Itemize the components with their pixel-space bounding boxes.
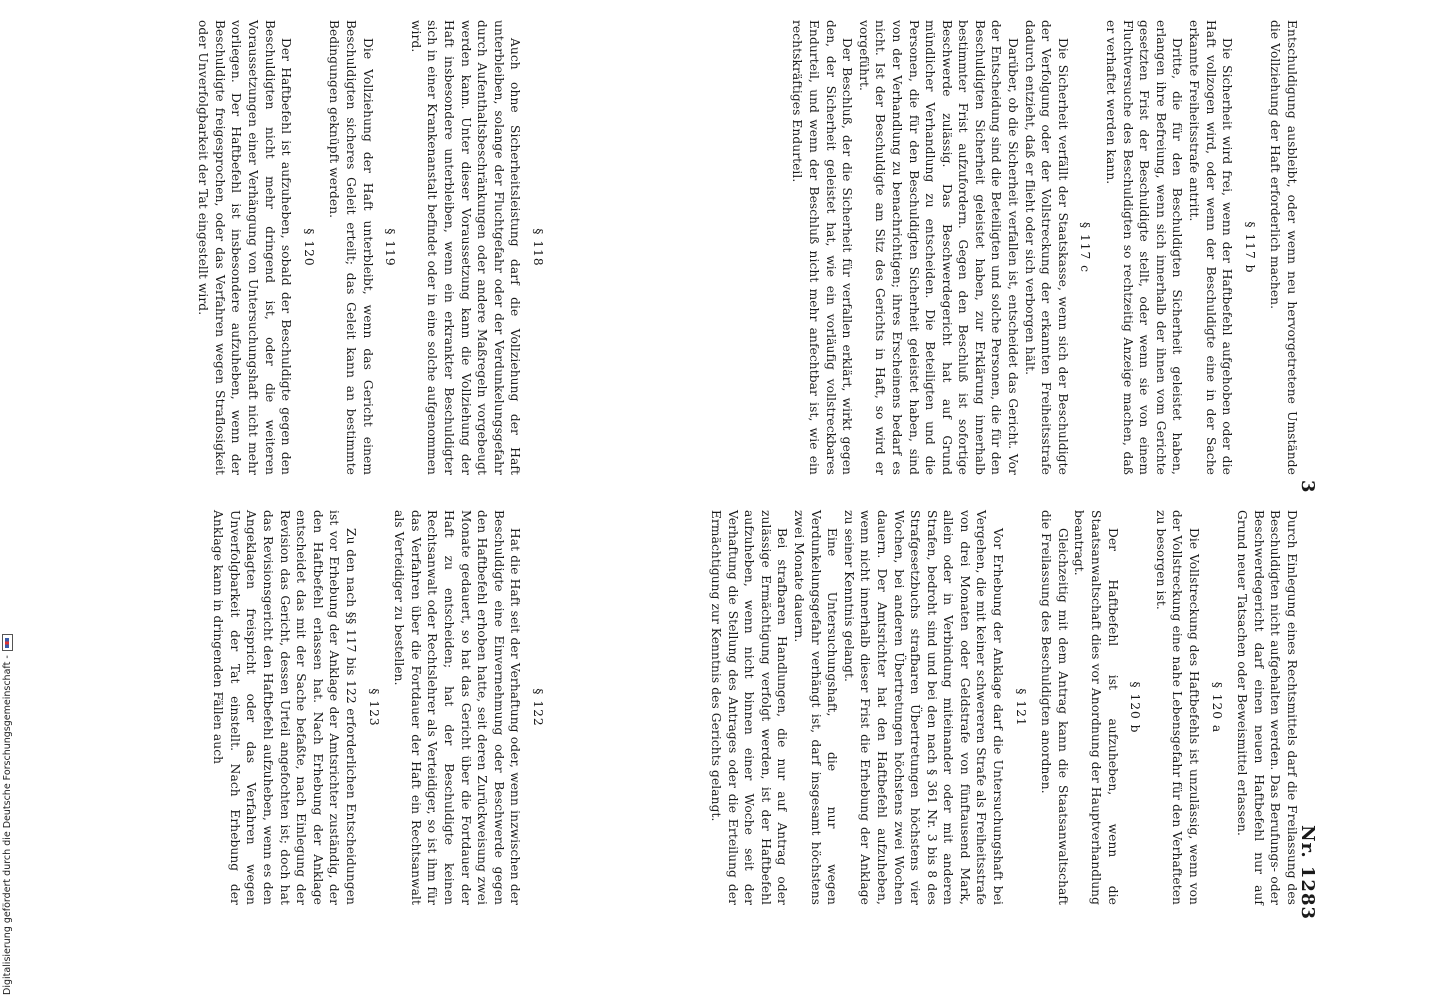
- paragraph: Zu den nach §§ 117 bis 122 erforderlichen Entscheidungen ist vor Erhebung der Anklage der Amtsrichter zuständig, der den Haftbefehl erlassen hat. Nach Erhebung der Anklage entscheidet das mit der Sache befaßte, nach Einlegung der Revision das Gericht, dessen Urteil angefochten ist; doch hat das Revisionsgericht den Haftbefehl aufzuheben, wenn es den Angeklagten freispricht oder das Verfahren wegen Unverfolgbarkeit der Tat einstellt. Nach Erhebung der Anklage kann in dringenden Fällen auch: [211, 510, 359, 905]
- paragraph: Darüber, ob die Sicherheit verfallen ist, entscheidet das Gericht. Vor der Entscheidung sind die Beteiligten und solche Personen, die für den Beschuldigten Sicherheit geleistet haben, zur Erklärung innerhalb bestimmter Frist aufzufordern. Gegen den Beschluß ist sofortige Beschwerde zulässig. Das Beschwerdegericht hat auf Grund mündlicher Verhandlung zu entscheiden. Die Beteiligten und die Personen, die für den Beschuldigten Sicherheit geleistet haben, sind von der Verhandlung zu benachrichtigen; ihres Erscheinens bedarf es nicht. Ist der Beschuldigte am Sitz des Gerichts in Haft, so wird er vorgeführt.: [856, 20, 1021, 475]
- section-heading: § 121: [1013, 688, 1028, 727]
- credit-text: Digitalisierung gefördert durch die Deutsche Forschungsgemeinschaft -: [2, 655, 13, 995]
- section-heading: § 120: [301, 228, 316, 267]
- dfg-logo-icon: [2, 634, 13, 651]
- column-bottom-right: [125, 20, 555, 475]
- paragraph: Die Sicherheit verfällt der Staatskasse, wenn sich der Beschuldigte der Verfolgung oder der Vollstreckung der erkannten Freiheitsstrafe dadurch entzieht, daß er flieht oder sich verborgen hält.: [1022, 20, 1070, 475]
- page-number: 3: [1297, 480, 1318, 493]
- column-top-right: [540, 20, 1300, 475]
- paragraph: Der Beschluß, der die Sicherheit für verfallen erklärt, wirkt gegen den, der Sicherheit geleistet hat, wie ein vorläufig vollstreckbares Endurteil, und wenn der Beschluß nicht mehr anfechtbar ist, wie ein rechtskräftiges Endurteil.: [790, 20, 855, 475]
- paragraph: Die Vollstreckung des Haftbefehls ist unzulässig, wenn von der Vollstreckung eine nahe Lebensgefahr für den Verhafteten zu besorgen ist.: [1153, 510, 1202, 905]
- column-top-left: [550, 510, 1300, 905]
- section-heading: § 118: [531, 228, 545, 267]
- paragraph: Entschuldigung ausbleibt, oder wenn neu hervorgetretene Umstände die Vollziehung der Haft erforderlich machen.: [1268, 20, 1299, 475]
- paragraph: Auch ohne Sicherheitsleistung darf die Vollziehung der Haft unterbleiben, solange der Fluchtgefahr oder der Verdunkelungsgefahr durch Aufenthaltsbeschränkungen oder andere Maßregeln vorgebeugt werden kann. Unter dieser Voraussetzung kann die Vollziehung der Haft insbesondere unterbleiben, wenn ein erkrankter Beschuldigter sich in einer Krankenanstalt befindet oder in eine solche aufgenommen wird.: [408, 20, 523, 475]
- digitization-credit: [2, 634, 13, 995]
- paragraph: Eine Untersuchungshaft, die nur wegen Verdunkelungsgefahr verhängt ist, darf insgesamt höchstens zwei Monate dauern.: [791, 510, 840, 905]
- column-bottom-left: [125, 510, 555, 905]
- paragraph: Der Haftbefehl ist aufzuheben, sobald der Beschuldigte gegen den Beschuldigten nicht mehr dringend ist, oder die weiteren Voraussetzungen einer Verhängung von Untersuchungshaft nicht mehr vorliegen. Der Haftbefehl ist insbesondere aufzuheben, wenn der Beschuldigte freigesprochen, oder das Verfahren wegen Straflosigkeit oder Unverfolgbarkeit der Tat eingestellt wird.: [196, 20, 294, 475]
- paragraph: Hat die Haft seit der Verhaftung oder, wenn inzwischen der Beschuldigte eine Einvernehmung oder Beschwerde gegen den Haftbefehl erhoben hatte, seit deren Zurückweisung zwei Monate gedauert, so hat das Gericht über die Fortdauer der Haft zu entscheiden; hat der Beschuldigte keinen Rechtsanwalt oder Rechtslehrer als Verteidiger, so ist ihm für das Verfahren über die Fortdauer der Haft ein Rechtsanwalt als Verteidiger zu bestellen.: [392, 510, 523, 905]
- section-heading: § 120 a: [1209, 681, 1224, 734]
- section-heading: § 120 b: [1128, 681, 1143, 734]
- paragraph: Durch Einlegung eines Rechtsmittels darf die Freilassung des Beschuldigten nicht aufgehalten werden. Das Berufungs- oder Beschwerdegericht darf einen neuen Haftbefehl nur auf Grund neuer Tatsachen oder Beweismittel erlassen.: [1235, 510, 1299, 905]
- paragraph: Die Vollziehung der Haft unterbleibt, wenn das Gericht einem Beschuldigten sicheres Geleit erteilt; das Geleit kann an bestimmte Bedingungen geknüpft werden.: [327, 20, 375, 475]
- paragraph: Der Haftbefehl ist aufzuheben, wenn die Staatsanwaltschaft dies vor Anordnung der Hauptverhandlung beantragt.: [1072, 510, 1120, 905]
- section-heading: § 122: [531, 688, 545, 727]
- section-heading: § 117 b: [1242, 221, 1257, 274]
- paragraph: Die Sicherheit wird frei, wenn der Haftbefehl aufgehoben oder die Haft vollzogen wird, oder wenn der Beschuldigte eine in der Sache erkannte Freiheitsstrafe antritt.: [1187, 20, 1235, 475]
- paragraph: Bei strafbaren Handlungen, die nur auf Antrag oder zulässige Ermächtigung verfolgt werden, ist der Haftbefehl aufzuheben, wenn nicht binnen einer Woche seit der Verhaftung die Stellung des Antrages oder die Erteilung der Ermächtigung zur Kenntnis des Gerichts gelangt.: [709, 510, 790, 905]
- paragraph: Vor Erhebung der Anklage darf die Untersuchungshaft bei Vergehen, die mit keiner schwereren Strafe als Freiheitsstrafe von drei Monaten oder Geldstrafe von fünftausend Mark, allein oder in Verbindung miteinander oder mit anderen Strafen, bedroht sind und bei den nach § 361 Nr. 3 bis 8 des Strafgesetzbuchs strafbaren Übertretungen höchstens vier Wochen, bei anderen Übertretungen höchstens zwei Wochen dauern. Der Amtsrichter hat den Haftbefehl aufzuheben, wenn nicht innerhalb dieser Frist die Erhebung der Anklage zu seiner Kenntnis gelangt.: [841, 510, 1006, 905]
- section-heading: § 123: [366, 688, 381, 727]
- paragraph: Dritte, die für den Beschuldigten Sicherheit geleistet haben, erlangen ihre Befreiung, wenn sich innerhalb der ihnen vom Gerichte gesetzten Frist der Beschuldigte stellt, oder wenn sie von einem Fluchtversuche des Beschuldigten so rechtzeitig Anzeige machen, daß er verhaftet werden kann.: [1104, 20, 1185, 475]
- paragraph: Gleichzeitig mit dem Antrag kann die Staatsanwaltschaft die Freilassung des Beschuldigten anordnen.: [1039, 510, 1070, 905]
- document-number: Nr. 1283: [1297, 825, 1318, 920]
- section-heading: § 119: [383, 228, 398, 267]
- section-heading: § 117 c: [1078, 222, 1093, 273]
